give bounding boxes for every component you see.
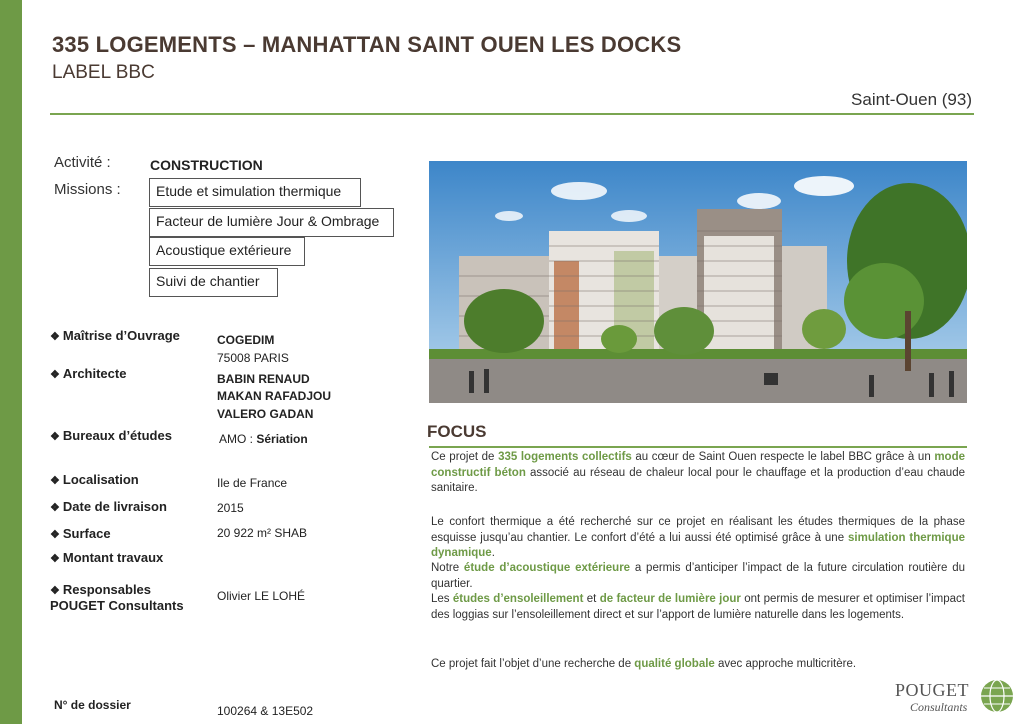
localisation-value: Ile de France <box>217 476 288 490</box>
diamond-bullet-icon: ❖ <box>50 553 60 565</box>
maitrise-ouvrage-name: COGEDIM <box>217 333 275 347</box>
dossier-value: 100264 & 13E502 <box>217 704 314 718</box>
diamond-bullet-icon: ❖ <box>50 529 60 541</box>
logo-name: POUGET <box>895 680 969 700</box>
architecte-name: BABIN RENAUD <box>217 372 310 386</box>
focus-divider <box>429 446 967 448</box>
maitrise-ouvrage-label: ❖ Maîtrise d’Ouvrage <box>50 328 180 343</box>
project-rendering-image <box>429 161 967 403</box>
responsables-value: Olivier LE LOHÉ <box>217 589 306 603</box>
date-livraison-label: ❖ Date de livraison <box>50 499 167 514</box>
mission-item: Acoustique extérieure <box>149 237 305 266</box>
responsables-label: ❖ Responsables <box>50 582 152 597</box>
surface-label: ❖ Surface <box>50 526 111 541</box>
globe-icon <box>979 678 1015 714</box>
focus-paragraph: Ce projet fait l’objet d’une recherche de qualité globale avec approche multicritère. <box>431 658 857 670</box>
diamond-bullet-icon: ❖ <box>50 369 60 381</box>
activity-label: Activité : <box>54 154 111 171</box>
focus-paragraph: Le confort thermique a été recherché sur ce projet en réalisant les études thermiques de la phase esquisse jusqu’au chantier. Le confort d’été a lui aussi été optimisé grâce à une simulation thermique dynamique. <box>431 516 965 559</box>
sidebar-accent-bar <box>0 0 22 724</box>
focus-title: FOCUS <box>427 422 487 441</box>
focus-paragraph: Notre étude d’acoustique extérieure a permis d’anticiper l’impact de la future circulation routière du quartier. <box>431 562 965 590</box>
location-label: Saint-Ouen (93) <box>851 90 972 109</box>
diamond-bullet-icon: ❖ <box>50 431 60 443</box>
header-divider <box>50 113 974 115</box>
localisation-label: ❖ Localisation <box>50 472 139 487</box>
architecte-label: ❖ Architecte <box>50 366 127 381</box>
mission-item: Facteur de lumière Jour & Ombrage <box>149 208 394 237</box>
surface-value: 20 922 m² SHAB <box>217 526 308 540</box>
pouget-consultants-logo <box>895 676 1020 722</box>
diamond-bullet-icon: ❖ <box>50 331 60 343</box>
responsables-company: POUGET Consultants <box>50 598 184 613</box>
mission-item: Suivi de chantier <box>149 268 278 297</box>
activity-value: CONSTRUCTION <box>150 157 263 173</box>
bureaux-etudes-value: AMO : Sériation <box>219 432 308 446</box>
focus-paragraph: Ce projet de 335 logements collectifs au cœur de Saint Ouen respecte le label BBC grâce à un mode constructif béton associé au réseau de chaleur local pour le chauffage et la production d’eau chaude sanitaire. <box>431 451 965 494</box>
maitrise-ouvrage-address: 75008 PARIS <box>217 351 289 365</box>
diamond-bullet-icon: ❖ <box>50 502 60 514</box>
montant-travaux-label: ❖ Montant travaux <box>50 550 164 565</box>
architecte-name: VALERO GADAN <box>217 407 314 421</box>
diamond-bullet-icon: ❖ <box>50 475 60 487</box>
logo-subtitle: Consultants <box>910 700 968 714</box>
page-title: 335 LOGEMENTS – MANHATTAN SAINT OUEN LES DOCKS <box>52 32 682 57</box>
focus-paragraph: Les études d’ensoleillement et de facteur de lumière jour ont permis de mesurer et optimiser l’impact des loggias sur l’ensoleillement direct et sur l’apport de lumière naturelle dans les logements. <box>431 593 965 621</box>
diamond-bullet-icon: ❖ <box>50 585 60 597</box>
missions-label: Missions : <box>54 181 121 198</box>
bureaux-etudes-label: ❖ Bureaux d’études <box>50 428 172 443</box>
page-subtitle: LABEL BBC <box>52 62 155 83</box>
date-livraison-value: 2015 <box>217 501 244 515</box>
dossier-label: N° de dossier <box>54 698 131 712</box>
architecte-name: MAKAN RAFADJOU <box>217 389 331 403</box>
mission-item: Etude et simulation thermique <box>149 178 361 207</box>
